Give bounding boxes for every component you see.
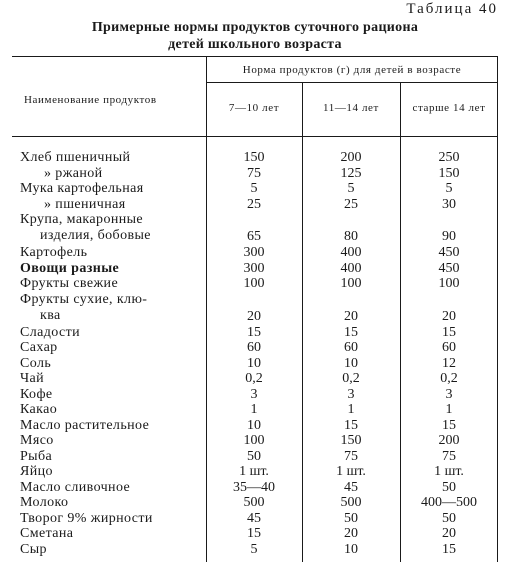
product-name xyxy=(20,292,200,324)
value-7-10: 100 xyxy=(243,433,265,448)
table-row xyxy=(0,356,510,372)
value-7-10: 25 xyxy=(247,196,261,212)
table-body xyxy=(0,150,510,557)
value-over-14: 12 xyxy=(442,355,456,371)
value-7-10: 0,2 xyxy=(245,371,263,386)
value-7-10: 500 xyxy=(243,495,265,510)
table-row xyxy=(0,495,510,511)
table-row xyxy=(0,371,510,387)
value-over-14: 30 xyxy=(442,196,456,212)
value-over-14: 15 xyxy=(442,541,456,557)
value-11-14: 10 xyxy=(344,355,358,371)
product-name: Фрукты свежие xyxy=(20,276,119,291)
product-name: Рыба xyxy=(20,448,53,464)
table-row xyxy=(0,166,510,182)
value-over-14: 50 xyxy=(442,510,456,526)
value-7-10: 35—40 xyxy=(233,479,275,495)
value-11-14: 80 xyxy=(344,229,358,244)
product-name: Масло растительное xyxy=(20,417,150,433)
value-7-10: 50 xyxy=(247,448,261,464)
value-11-14: 60 xyxy=(344,340,358,355)
product-name-line-1: Фрукты сухие, клю- xyxy=(20,291,148,307)
table-number: Таблица 40 xyxy=(406,1,498,17)
product-name: Масло сливочное xyxy=(20,479,131,495)
table-row xyxy=(0,197,510,213)
value-11-14: 10 xyxy=(344,541,358,557)
table-row xyxy=(0,181,510,197)
header-age-over-14: старше 14 лет xyxy=(412,102,486,114)
header-age-7-10: 7—10 лет xyxy=(228,102,280,114)
product-name: Мука картофельная xyxy=(20,181,144,196)
value-7-10: 75 xyxy=(247,165,261,181)
table-row xyxy=(0,340,510,356)
product-name: Кофе xyxy=(20,386,53,402)
product-name: Овощи разные xyxy=(20,260,120,276)
value-over-14: 0,2 xyxy=(440,371,458,386)
value-11-14: 1 xyxy=(347,402,355,417)
value-11-14: 0,2 xyxy=(342,371,360,386)
table-row xyxy=(0,449,510,465)
value-7-10: 65 xyxy=(247,229,261,244)
value-7-10: 45 xyxy=(247,510,261,526)
table-row xyxy=(0,325,510,341)
value-11-14: 150 xyxy=(340,433,362,448)
value-7-10: 3 xyxy=(250,386,258,402)
value-11-14: 50 xyxy=(344,510,358,526)
value-11-14: 400 xyxy=(340,260,362,276)
table-row xyxy=(0,542,510,558)
value-11-14: 15 xyxy=(344,417,358,433)
value-over-14: 5 xyxy=(445,181,453,196)
value-over-14: 15 xyxy=(442,324,456,340)
product-name: Сыр xyxy=(20,541,47,557)
value-over-14: 20 xyxy=(442,308,456,324)
product-name: Какао xyxy=(20,402,58,417)
product-name-line-2: изделия, бобовые xyxy=(40,228,151,243)
value-over-14: 250 xyxy=(438,150,460,165)
value-7-10: 10 xyxy=(247,417,261,433)
value-over-14: 200 xyxy=(438,433,460,448)
value-11-14: 15 xyxy=(344,324,358,340)
table-row xyxy=(0,292,510,325)
product-name: Сахар xyxy=(20,340,58,355)
product-name: Хлеб пшеничный xyxy=(20,150,131,165)
value-over-14: 20 xyxy=(442,526,456,541)
value-7-10: 15 xyxy=(247,324,261,340)
product-name: Чай xyxy=(20,371,45,386)
header-product-name: Наименование продуктов xyxy=(24,94,157,106)
value-11-14: 5 xyxy=(347,181,355,196)
value-11-14: 45 xyxy=(344,479,358,495)
table-title-line-2: детей школьного возраста xyxy=(168,37,342,52)
value-over-14: 90 xyxy=(442,229,456,244)
value-7-10: 300 xyxy=(243,260,265,276)
value-over-14: 3 xyxy=(445,386,453,402)
product-name: Творог 9% жирности xyxy=(20,510,153,526)
product-name-line-2: ква xyxy=(40,307,61,323)
product-name: » пшеничная xyxy=(44,196,126,212)
value-7-10: 150 xyxy=(243,150,265,165)
value-7-10: 20 xyxy=(247,308,261,324)
value-11-14: 1 шт. xyxy=(336,464,366,479)
product-name: Мясо xyxy=(20,433,54,448)
table-row xyxy=(0,402,510,418)
value-7-10: 1 xyxy=(250,402,258,417)
table-row xyxy=(0,387,510,403)
table-row xyxy=(0,464,510,480)
value-7-10: 1 шт. xyxy=(239,464,269,479)
table-row xyxy=(0,526,510,542)
table-row xyxy=(0,245,510,261)
product-name: Соль xyxy=(20,355,52,371)
value-over-14: 50 xyxy=(442,479,456,495)
value-11-14: 20 xyxy=(344,308,358,324)
value-11-14: 100 xyxy=(340,276,362,291)
product-name: Сладости xyxy=(20,324,81,340)
value-7-10: 300 xyxy=(243,245,265,260)
table-row xyxy=(0,433,510,449)
table-row xyxy=(0,212,510,245)
value-over-14: 100 xyxy=(438,276,460,291)
product-name xyxy=(20,212,200,244)
product-name: Молоко xyxy=(20,495,69,510)
value-7-10: 5 xyxy=(250,541,258,557)
product-name-line-1: Крупа, макаронные xyxy=(20,212,144,227)
header-bottom-rule xyxy=(12,136,498,137)
header-age-11-14: 11—14 лет xyxy=(323,102,379,114)
value-7-10: 10 xyxy=(247,355,261,371)
product-name: Картофель xyxy=(20,245,88,260)
table-row xyxy=(0,480,510,496)
value-over-14: 75 xyxy=(442,448,456,464)
value-over-14: 400—500 xyxy=(421,495,477,510)
product-name: » ржаной xyxy=(44,165,103,181)
value-over-14: 450 xyxy=(438,245,460,260)
value-11-14: 25 xyxy=(344,196,358,212)
value-7-10: 15 xyxy=(247,526,261,541)
value-over-14: 150 xyxy=(438,165,460,181)
table-row xyxy=(0,150,510,166)
header-norm-group: Норма продуктов (г) для детей в возрасте xyxy=(242,64,462,76)
value-11-14: 500 xyxy=(340,495,362,510)
table-row xyxy=(0,261,510,277)
value-11-14: 400 xyxy=(340,245,362,260)
product-name: Сметана xyxy=(20,526,74,541)
product-name: Яйцо xyxy=(20,464,53,479)
table-row xyxy=(0,276,510,292)
value-7-10: 5 xyxy=(250,181,258,196)
header-group-rule xyxy=(206,82,498,83)
table-title-line-1: Примерные нормы продуктов суточного рациона xyxy=(91,20,419,35)
value-over-14: 450 xyxy=(438,260,460,276)
value-over-14: 60 xyxy=(442,340,456,355)
value-11-14: 3 xyxy=(347,386,355,402)
value-11-14: 75 xyxy=(344,448,358,464)
value-11-14: 200 xyxy=(340,150,362,165)
table-row xyxy=(0,511,510,527)
value-over-14: 1 шт. xyxy=(434,464,464,479)
table-top-rule xyxy=(12,56,498,57)
value-over-14: 1 xyxy=(445,402,453,417)
table-row xyxy=(0,418,510,434)
value-7-10: 60 xyxy=(247,340,261,355)
value-11-14: 125 xyxy=(340,165,362,181)
value-over-14: 15 xyxy=(442,417,456,433)
value-11-14: 20 xyxy=(344,526,358,541)
value-7-10: 100 xyxy=(243,276,265,291)
